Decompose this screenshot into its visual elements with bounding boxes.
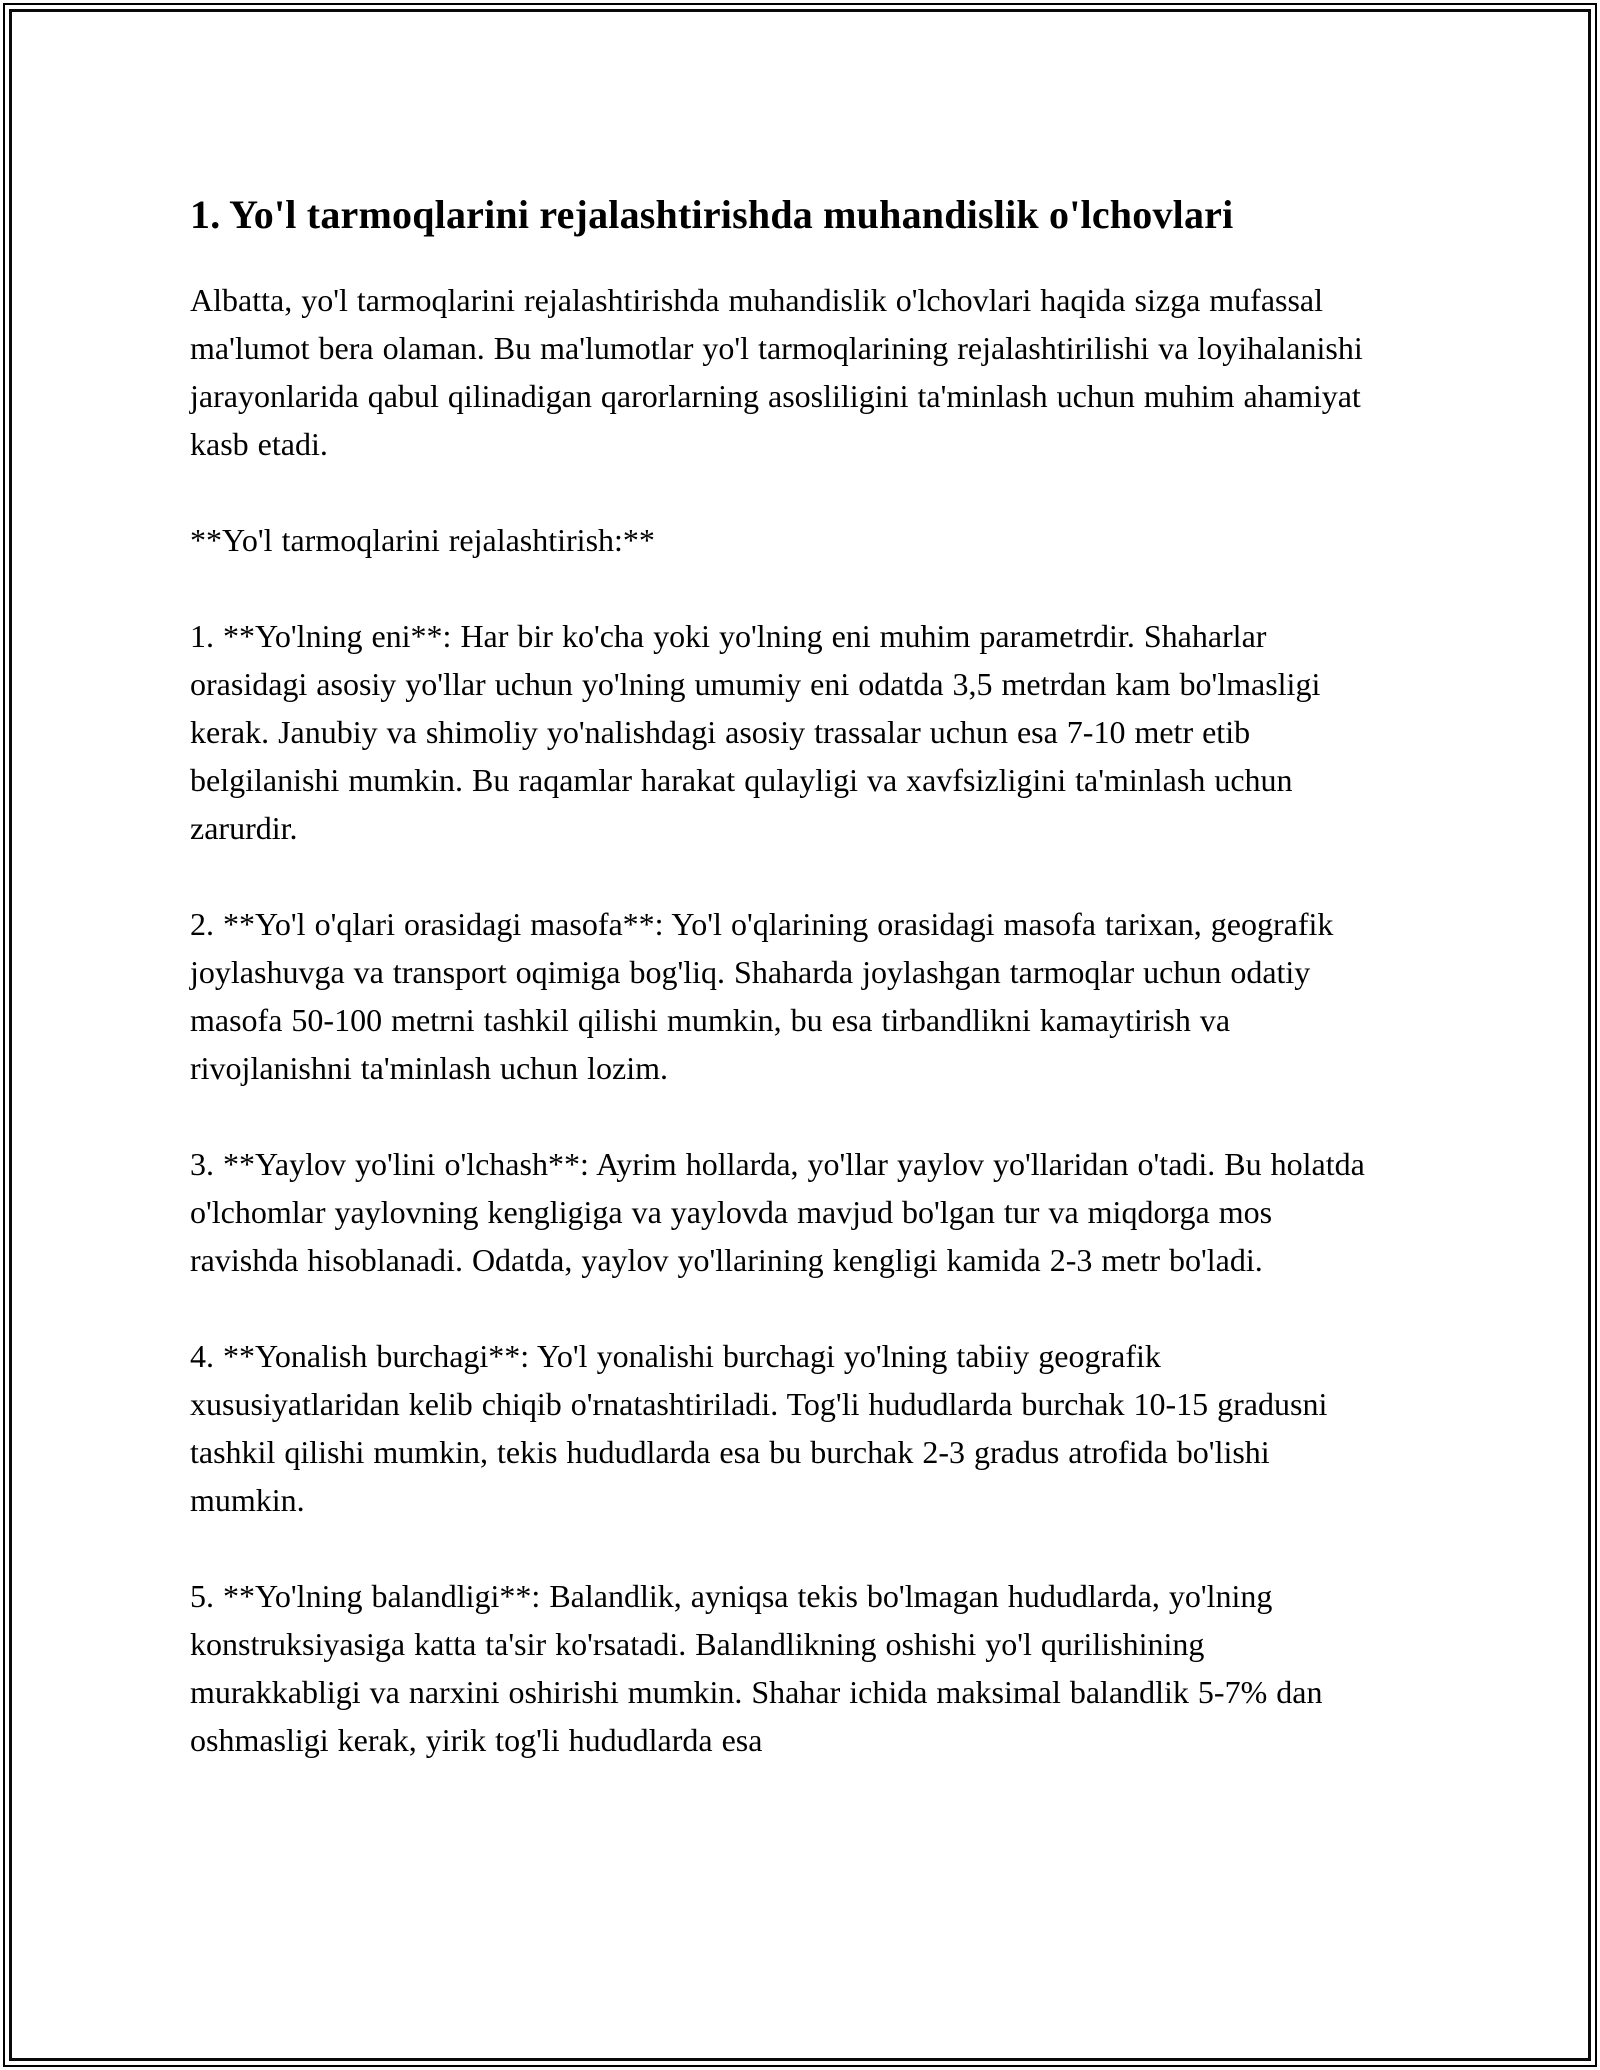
list-item-4-direction-angle: 4. **Yonalish burchagi**: Yo'l yonalishi burchagi yo'lning tabiiy geografik xususiyatlaridan kelib chiqib o'rnatashtiriladi. Tog'li hududlarda burchak 10-15 gradusni tashkil qilishi mumkin, tekis hududlarda esa bu burchak 2-3 gradus atrofida bo'lishi mumkin. [190,1338,1328,1518]
document-page [190,190,1375,1812]
page-title: 1. Yo'l tarmoqlarini rejalashtirishda muhandislik o'lchovlari [190,192,1234,237]
page-border-inner [9,9,1591,2061]
list-item-5-road-height: 5. **Yo'lning balandligi**: Balandlik, ayniqsa tekis bo'lmagan hududlarda, yo'lning konstruksiyasiga katta ta'sir ko'rsatadi. Balandlikning oshishi yo'l qurilishining murakkabligi va narxini oshirishi mumkin. Shahar ichida maksimal balandlik 5-7% dan oshmasligi kerak, yirik tog'li hududlarda esa [190,1578,1323,1758]
intro-paragraph: Albatta, yo'l tarmoqlarini rejalashtirishda muhandislik o'lchovlari haqida sizga mufassal ma'lumot bera olaman. Bu ma'lumotlar yo'l tarmoqlarining rejalashtirilishi va loyihalanishi jarayonlarida qabul qilinadigan qarorlarning asosliligini ta'minlash uchun muhim ahamiyat kasb etadi. [190,282,1363,462]
list-item-1-road-width: 1. **Yo'lning eni**: Har bir ko'cha yoki yo'lning eni muhim parametrdir. Shaharlar orasidagi asosiy yo'llar uchun yo'lning umumiy eni odatda 3,5 metrdan kam bo'lmasligi kerak. Janubiy va shimoliy yo'nalishdagi asosiy trassalar uchun esa 7-10 metr etib belgilanishi mumkin. Bu raqamlar harakat qulayligi va xavfsizligini ta'minlash uchun zarurdir. [190,618,1321,846]
page-border-outer [3,3,1597,2067]
list-item-3-pasture-road: 3. **Yaylov yo'lini o'lchash**: Ayrim hollarda, yo'llar yaylov yo'llaridan o'tadi. Bu holatda o'lchomlar yaylovning kengligiga va yaylovda mavjud bo'lgan tur va miqdorga mos ravishda hisoblanadi. Odatda, yaylov yo'llarining kengligi kamida 2-3 metr bo'ladi. [190,1146,1365,1278]
section-heading-paragraph: **Yo'l tarmoqlarini rejalashtirish:** [190,522,655,558]
list-item-2-axis-distance: 2. **Yo'l o'qlari orasidagi masofa**: Yo'l o'qlarining orasidagi masofa tarixan, geografik joylashuvga va transport oqimiga bog'liq. Shaharda joylashgan tarmoqlar uchun odatiy masofa 50-100 metrni tashkil qilishi mumkin, bu esa tirbandlikni kamaytirish va rivojlanishni ta'minlash uchun lozim. [190,906,1334,1086]
